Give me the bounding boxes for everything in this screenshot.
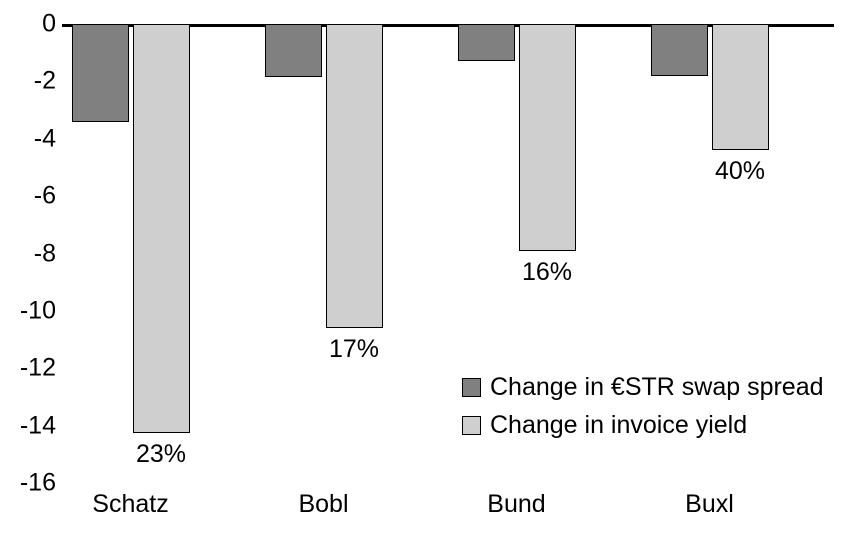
y-tick-label: -4 xyxy=(33,124,56,153)
y-tick-label: -14 xyxy=(19,411,56,440)
y-tick-label: -8 xyxy=(33,239,56,267)
bar xyxy=(72,24,129,122)
y-tick-label: -2 xyxy=(33,66,56,95)
bar xyxy=(133,24,190,433)
y-axis xyxy=(0,9,56,497)
legend-item-label: Change in invoice yield xyxy=(490,410,748,439)
bar-annotation: 23% xyxy=(135,439,187,468)
legend-swatch-icon xyxy=(462,378,481,397)
x-tick-label: Bobl xyxy=(298,490,349,518)
bar-annotation: 40% xyxy=(714,157,766,186)
legend-item-label: Change in €STR swap spread xyxy=(490,372,824,401)
x-axis xyxy=(62,492,834,532)
x-tick-label: Buxl xyxy=(685,490,734,518)
y-tick-label: 0 xyxy=(42,9,56,38)
bar-annotation: 17% xyxy=(328,335,380,364)
bar xyxy=(265,24,322,77)
bar xyxy=(458,24,515,61)
bar xyxy=(712,24,769,150)
y-tick-label: -12 xyxy=(19,353,56,382)
bar xyxy=(326,24,383,328)
legend-item xyxy=(462,368,824,406)
bar-annotation: 16% xyxy=(521,257,573,286)
legend xyxy=(462,368,824,444)
bar xyxy=(651,24,708,76)
y-tick-label: -10 xyxy=(19,296,56,325)
x-tick-label: Schatz xyxy=(92,490,169,518)
legend-item xyxy=(462,406,824,444)
y-tick-label: -6 xyxy=(33,181,56,210)
x-tick-label: Bund xyxy=(487,490,546,518)
bar xyxy=(519,24,576,251)
y-tick-label: -16 xyxy=(19,468,56,497)
legend-swatch-icon xyxy=(462,416,481,435)
